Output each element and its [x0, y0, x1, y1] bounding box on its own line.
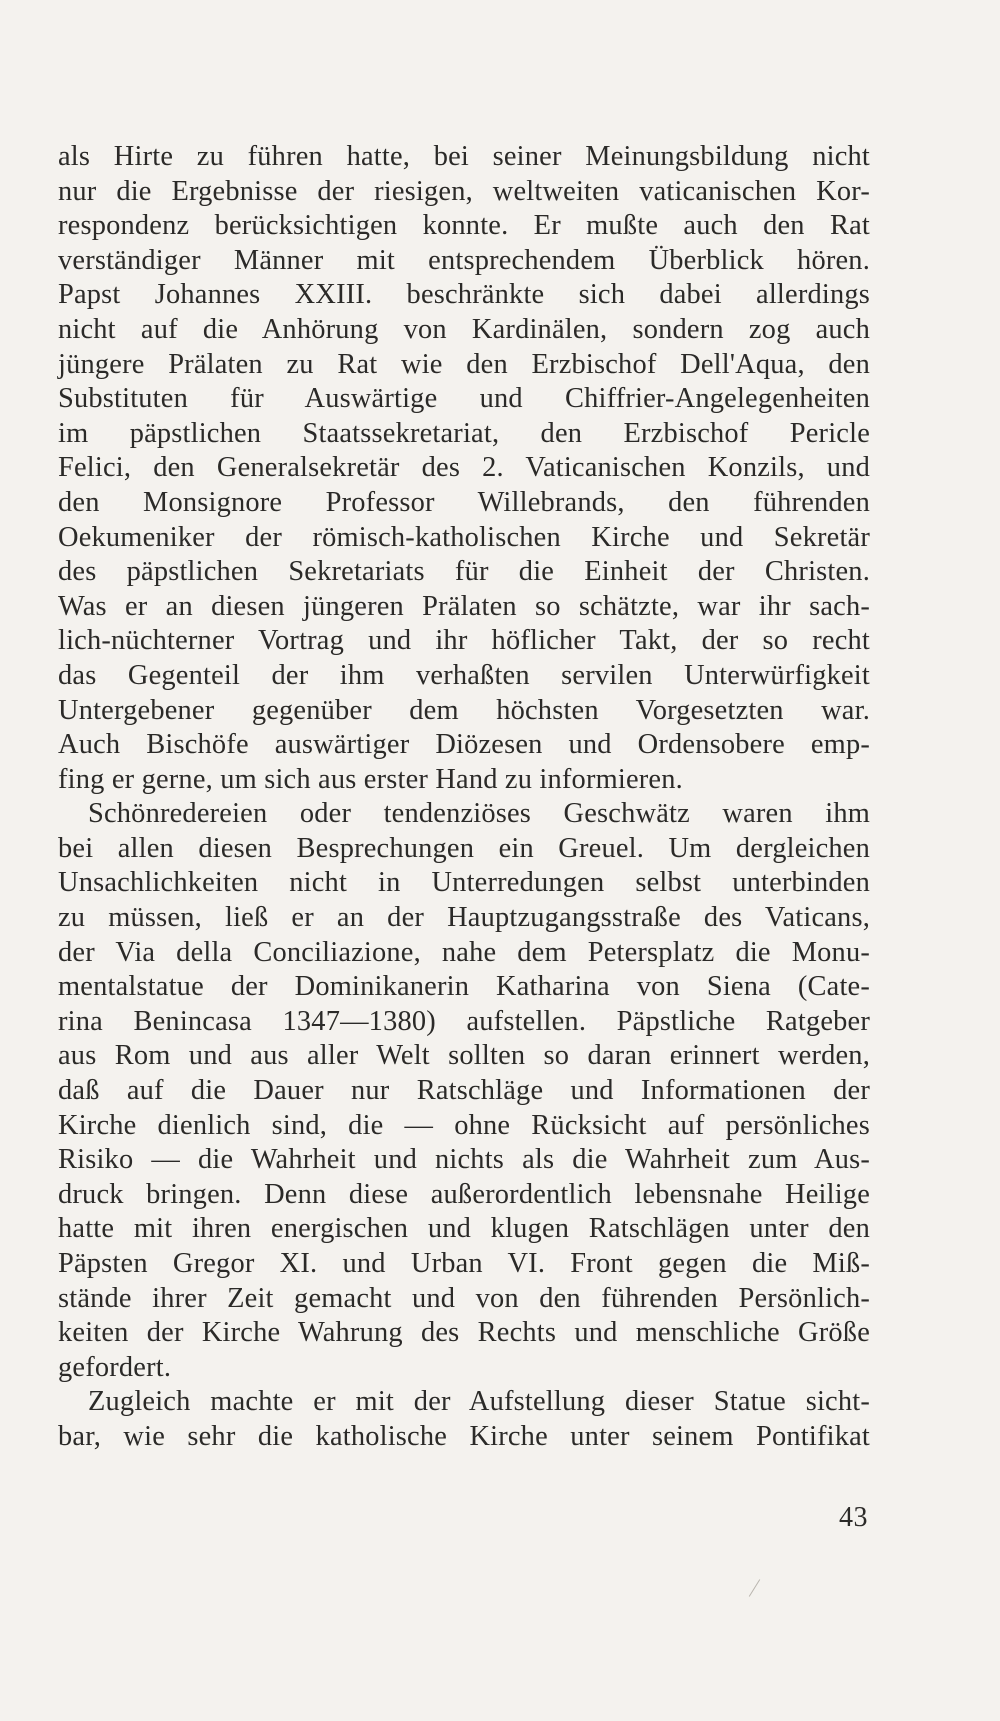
text-line: daß auf die Dauer nur Ratschläge und Informationen der	[58, 1075, 870, 1107]
text-line: hatte mit ihren energischen und klugen Ratschlägen unter den	[58, 1213, 870, 1245]
text-line: nur die Ergebnisse der riesigen, weltweiten vaticanischen Kor-	[58, 175, 870, 207]
text-line: Auch Bischöfe auswärtiger Diözesen und Ordensobere emp-	[58, 729, 870, 761]
text-line: nicht auf die Anhörung von Kardinälen, sondern zog auch	[58, 313, 870, 345]
pencil-mark	[749, 1579, 760, 1596]
text-line: im päpstlichen Staatssekretariat, den Erzbischof Pericle	[58, 417, 870, 449]
text-line: Oekumeniker der römisch-katholischen Kirche und Sekretär	[58, 521, 870, 553]
text-line: gefordert.	[58, 1351, 172, 1383]
text-line: aus Rom und aus aller Welt sollten so daran erinnert werden,	[58, 1040, 870, 1072]
text-line: fing er gerne, um sich aus erster Hand zu informieren.	[58, 763, 683, 795]
text-line: respondenz berücksichtigen konnte. Er mußte auch den Rat	[58, 210, 870, 242]
text-line: Papst Johannes XXIII. beschränkte sich dabei allerdings	[58, 279, 870, 311]
text-line: Schönredereien oder tendenziöses Geschwätz waren ihm	[88, 798, 870, 830]
text-line: keiten der Kirche Wahrung des Rechts und menschliche Größe	[58, 1317, 870, 1349]
text-line: bei allen diesen Besprechungen ein Greuel. Um dergleichen	[58, 832, 870, 864]
paragraph-2	[58, 797, 870, 1385]
text-line: Untergebener gegenüber dem höchsten Vorgesetzten war.	[58, 694, 870, 726]
text-line: zu müssen, ließ er an der Hauptzugangsstraße des Vaticans,	[58, 902, 870, 934]
text-line: stände ihrer Zeit gemacht und von den führenden Persönlich-	[58, 1282, 870, 1314]
text-line: des päpstlichen Sekretariats für die Einheit der Christen.	[58, 556, 870, 588]
text-line: mentalstatue der Dominikanerin Katharina von Siena (Cate-	[58, 971, 870, 1003]
paragraph-1	[58, 140, 870, 797]
text-line: Substituten für Auswärtige und Chiffrier-Angelegenheiten	[58, 383, 870, 415]
text-line: den Monsignore Professor Willebrands, den führenden	[58, 486, 870, 518]
text-line: der Via della Conciliazione, nahe dem Petersplatz die Monu-	[58, 936, 870, 968]
text-line: Risiko — die Wahrheit und nichts als die Wahrheit zum Aus-	[58, 1144, 870, 1176]
text-line: Was er an diesen jüngeren Prälaten so schätzte, war ihr sach-	[58, 590, 870, 622]
text-line: druck bringen. Denn diese außerordentlich lebensnahe Heilige	[58, 1178, 870, 1210]
text-line: verständiger Männer mit entsprechendem Überblick hören.	[58, 244, 870, 276]
text-line: Felici, den Generalsekretär des 2. Vaticanischen Konzils, und	[58, 452, 870, 484]
page-number: 43	[839, 1502, 868, 1533]
text-line: Zugleich machte er mit der Aufstellung dieser Statue sicht-	[88, 1386, 870, 1418]
text-line: rina Benincasa 1347—1380) aufstellen. Päpstliche Ratgeber	[58, 1005, 870, 1037]
text-line: Unsachlichkeiten nicht in Unterredungen selbst unterbinden	[58, 867, 870, 899]
text-line: Kirche dienlich sind, die — ohne Rücksicht auf persönliches	[58, 1109, 870, 1141]
text-line: das Gegenteil der ihm verhaßten servilen Unterwürfigkeit	[58, 659, 870, 691]
text-line: als Hirte zu führen hatte, bei seiner Meinungsbildung nicht	[58, 141, 870, 172]
body-text	[58, 140, 870, 1455]
text-line: Päpsten Gregor XI. und Urban VI. Front gegen die Miß-	[58, 1248, 870, 1279]
text-line: lich-nüchterner Vortrag und ihr höflicher Takt, der so recht	[58, 625, 870, 657]
text-line: jüngere Prälaten zu Rat wie den Erzbischof Dell'Aqua, den	[58, 348, 870, 380]
paragraph-3	[58, 1385, 870, 1454]
text-line: bar, wie sehr die katholische Kirche unter seinem Pontifikat	[58, 1420, 870, 1452]
